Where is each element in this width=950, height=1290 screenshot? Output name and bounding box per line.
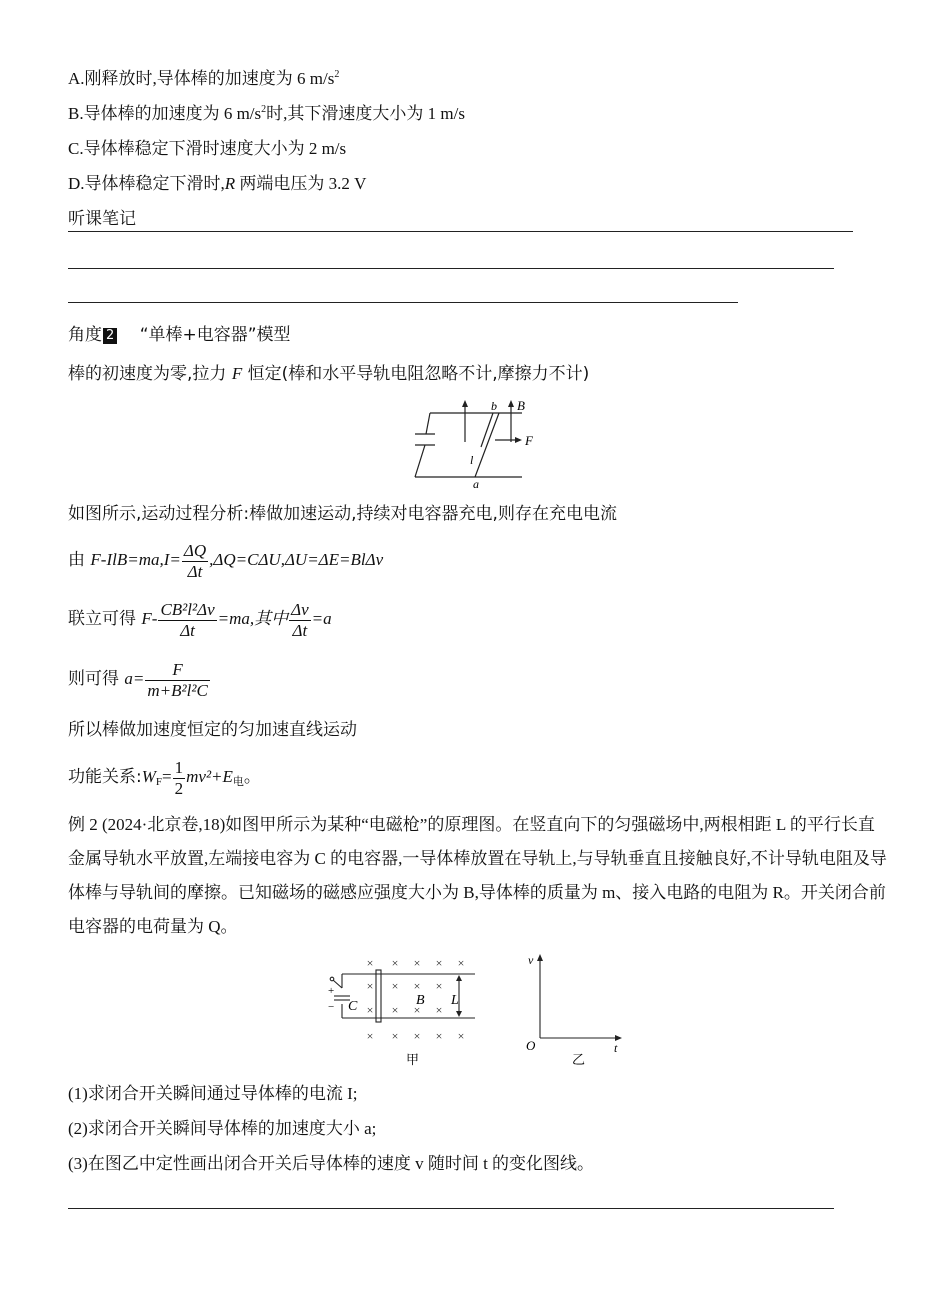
label-F: F xyxy=(525,433,533,448)
field-cross: × xyxy=(435,1029,443,1043)
equation-combined: 联立可得 F- $\frac{\text{CB²l²Δv}}{\Delta t}$ =ma,其中 $\frac{\Delta v}{\Delta t}$ =a xyxy=(68,599,332,640)
label-L: L xyxy=(451,993,459,1008)
option-a: A.刚释放时,导体棒的加速度为 6 $m/s^2$ xyxy=(68,69,340,88)
field-cross: × xyxy=(435,956,443,970)
section-heading: 角度 2 “单棒+电容器”模型 xyxy=(68,325,291,345)
label-a: a xyxy=(473,477,479,491)
axis-v-label: v xyxy=(528,953,534,967)
label-B: B xyxy=(517,398,525,413)
fraction-a: $\frac{F}{\text{m+B²l²C}}$ xyxy=(147,659,208,700)
fraction-dv-dt: $\frac{\Delta v}{\Delta t}$ xyxy=(291,599,309,640)
rail-capacitor-diagram xyxy=(405,397,550,492)
question-3: (3)在图乙中定性画出闭合开关后导体棒的速度 v 随时间 t 的变化图线。 xyxy=(68,1154,595,1173)
field-cross: × xyxy=(413,956,421,970)
field-cross: × xyxy=(413,1003,421,1017)
note-line-3 xyxy=(68,302,738,303)
field-cross: × xyxy=(391,956,399,970)
note-line-2 xyxy=(68,268,834,269)
origin-label: O xyxy=(526,1038,536,1053)
conclusion-text: 所以棒做加速度恒定的匀加速直线运动 xyxy=(68,720,357,740)
field-cross: × xyxy=(366,1003,374,1017)
field-cross: × xyxy=(391,1029,399,1043)
question-2: (2)求闭合开关瞬间导体棒的加速度大小 a; xyxy=(68,1119,377,1138)
field-cross: × xyxy=(366,1029,374,1043)
option-c: C.导体棒稳定下滑时速度大小为 2 m/s xyxy=(68,139,347,158)
equation-force: 由 F-IlB=ma,I= $\frac{\Delta Q}{\Delta t}$ ,ΔQ=CΔU,ΔU=ΔE=BlΔv xyxy=(68,540,384,581)
answer-line xyxy=(68,1208,834,1209)
analysis-text: 如图所示,运动过程分析:棒做加速运动,持续对电容器充电,则存在充电电流 xyxy=(68,504,617,524)
minus-sign: − xyxy=(328,1001,335,1013)
electromagnetic-gun-diagram xyxy=(320,952,640,1072)
option-b: B.导体棒的加速度为 6 $m/s^2$时,其下滑速度大小为 1 m/s xyxy=(68,104,465,123)
label-b: b xyxy=(491,399,497,413)
caption-jia: 甲 xyxy=(406,1052,420,1067)
option-d: D.导体棒稳定下滑时,R 两端电压为 3.2 V xyxy=(68,174,367,193)
fraction-half: $\frac{1}{2}$ xyxy=(174,757,184,798)
field-cross: × xyxy=(391,1003,399,1017)
intro-text: 棒的初速度为零,拉力 F 恒定(棒和水平导轨电阻忽略不计,摩擦力不计) xyxy=(68,364,590,384)
field-cross: × xyxy=(366,956,374,970)
field-cross: × xyxy=(457,1029,465,1043)
label-B: B xyxy=(416,993,425,1008)
equation-acceleration: 则可得 a= $\frac{F}{\text{m+B²l²C}}$ xyxy=(68,659,208,700)
question-1: (1)求闭合开关瞬间通过导体棒的电流 I; xyxy=(68,1084,358,1103)
energy-relation: 功能关系$:W_F=$ $\frac{1}{2}$ $mv^2+E_电$。 xyxy=(68,757,261,798)
field-cross: × xyxy=(435,979,443,993)
note-line-1 xyxy=(68,231,853,232)
angle-number-badge: 2 xyxy=(103,328,117,344)
notes-label: 听课笔记 xyxy=(68,209,136,229)
field-cross: × xyxy=(391,979,399,993)
field-cross: × xyxy=(435,1003,443,1017)
field-cross: × xyxy=(413,1029,421,1043)
example-paragraph: 例 2 (2024·北京卷,18)如图甲所示为某种“电磁枪”的原理图。在竖直向下的匀强磁场中,两根相距 L 的平行长直金属导轨水平放置,左端接电容为 C 的电容器,一导体棒放置在导轨上,与导轨垂直且接触良好,不计导轨电阻及导体棒与导轨间的摩擦。已知磁场的磁感应强度大小为 B,导体棒的质量为 m、接入电路的电阻为 R。开关闭合前电容器的电荷量为 Q。 xyxy=(68,815,887,936)
field-cross: × xyxy=(366,979,374,993)
axis-t-label: t xyxy=(614,1041,618,1055)
label-l: l xyxy=(470,453,474,467)
field-cross: × xyxy=(457,956,465,970)
label-C: C xyxy=(348,999,358,1014)
plus-sign: + xyxy=(328,985,335,997)
fraction-cb2l2dv-dt: $\frac{\text{CB²l²Δv}}{\Delta t}$ xyxy=(160,599,215,640)
fraction-dq-dt: $\frac{\Delta Q}{\Delta t}$ xyxy=(183,540,207,581)
caption-yi: 乙 xyxy=(572,1052,586,1067)
field-cross: × xyxy=(413,979,421,993)
